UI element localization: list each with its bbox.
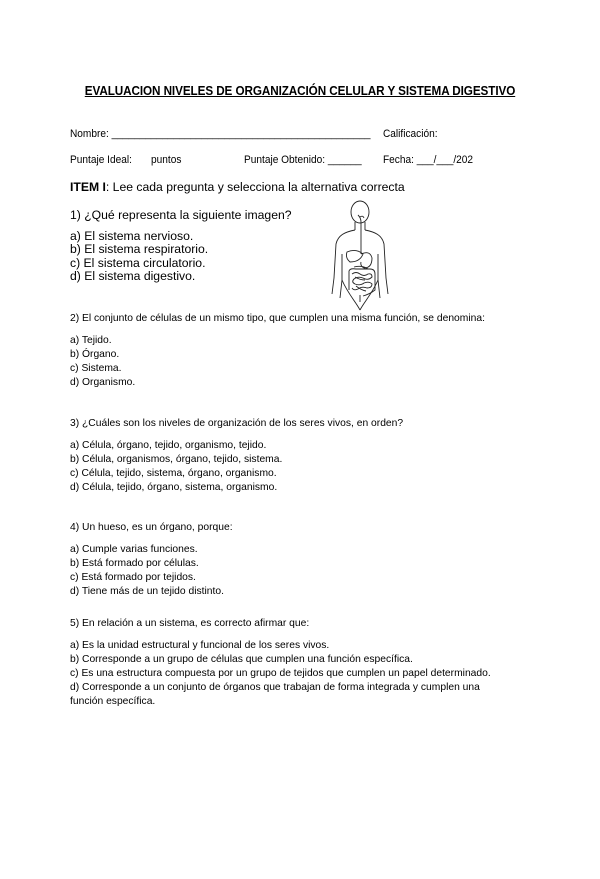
- page-title: EVALUACION NIVELES DE ORGANIZACIÓN CELULAR Y SISTEMA DIGESTIVO: [84, 84, 516, 98]
- question-1-option-c[interactable]: c) El sistema circulatorio.: [70, 255, 206, 270]
- question-5: [70, 618, 491, 709]
- question-5-option-c[interactable]: c) Es una estructura compuesta por un grupo de tejidos que cumplen un papel determinado.: [70, 668, 491, 679]
- question-3-option-b[interactable]: b) Célula, organismos, órgano, tejido, sistema.: [70, 454, 283, 465]
- question-5-option-d[interactable]: d) Corresponde a un conjunto de órganos que trabajan de forma integrada y cumplen una: [70, 682, 480, 693]
- fecha-field[interactable]: Fecha: ___/___/202: [383, 154, 474, 166]
- item-heading: [70, 180, 405, 194]
- question-4-option-a[interactable]: a) Cumple varias funciones.: [70, 544, 198, 555]
- puntaje-ideal-value: puntos: [151, 154, 182, 166]
- question-4-option-c[interactable]: c) Está formado por tejidos.: [70, 572, 196, 583]
- digestive-system-diagram-icon: [330, 198, 410, 313]
- question-3-option-c[interactable]: c) Célula, tejido, sistema, órgano, organismo.: [70, 468, 277, 479]
- item-instruction: : Lee cada pregunta y selecciona la alternativa correcta: [105, 180, 405, 194]
- question-4: [70, 522, 233, 599]
- question-1-option-a[interactable]: a) El sistema nervioso.: [70, 229, 194, 243]
- question-1: [70, 208, 292, 284]
- question-1-option-d[interactable]: d) El sistema digestivo.: [70, 269, 196, 284]
- question-5-option-d-continued: función específica.: [70, 696, 156, 707]
- question-4-option-d[interactable]: d) Tiene más de un tejido distinto.: [70, 586, 224, 597]
- question-3-option-d[interactable]: d) Célula, tejido, órgano, sistema, organismo.: [70, 482, 278, 493]
- item-label: ITEM I: [70, 180, 106, 194]
- question-5-prompt: 5) En relación a un sistema, es correcto afirmar que:: [70, 618, 310, 629]
- puntaje-obtenido-field[interactable]: Puntaje Obtenido: ______: [244, 154, 362, 166]
- question-5-option-b[interactable]: b) Corresponde a un grupo de células que cumplen una función específica.: [70, 654, 413, 665]
- question-3: [70, 418, 403, 495]
- question-2-option-c[interactable]: c) Sistema.: [70, 363, 122, 374]
- question-2-option-d[interactable]: d) Organismo.: [70, 377, 136, 388]
- calificacion-field[interactable]: Calificación:: [383, 128, 438, 140]
- question-5-option-a[interactable]: a) Es la unidad estructural y funcional de los seres vivos.: [70, 640, 330, 651]
- question-2: [70, 313, 485, 390]
- question-1-option-b[interactable]: b) El sistema respiratorio.: [70, 242, 209, 257]
- question-3-prompt: 3) ¿Cuáles son los niveles de organización de los seres vivos, en orden?: [70, 418, 404, 429]
- question-2-option-a[interactable]: a) Tejido.: [70, 335, 112, 346]
- question-2-option-b[interactable]: b) Órgano.: [70, 349, 120, 360]
- nombre-field[interactable]: Nombre: ______________________________________________: [70, 128, 371, 140]
- question-4-prompt: 4) Un hueso, es un órgano, porque:: [70, 522, 233, 533]
- question-3-option-a[interactable]: a) Célula, órgano, tejido, organismo, tejido.: [70, 440, 267, 451]
- question-1-prompt: 1) ¿Qué representa la siguiente imagen?: [70, 208, 292, 222]
- puntaje-ideal-label: Puntaje Ideal:: [70, 154, 132, 166]
- question-2-prompt: 2) El conjunto de células de un mismo tipo, que cumplen una misma función, se denomina:: [70, 313, 485, 324]
- question-4-option-b[interactable]: b) Está formado por células.: [70, 558, 199, 569]
